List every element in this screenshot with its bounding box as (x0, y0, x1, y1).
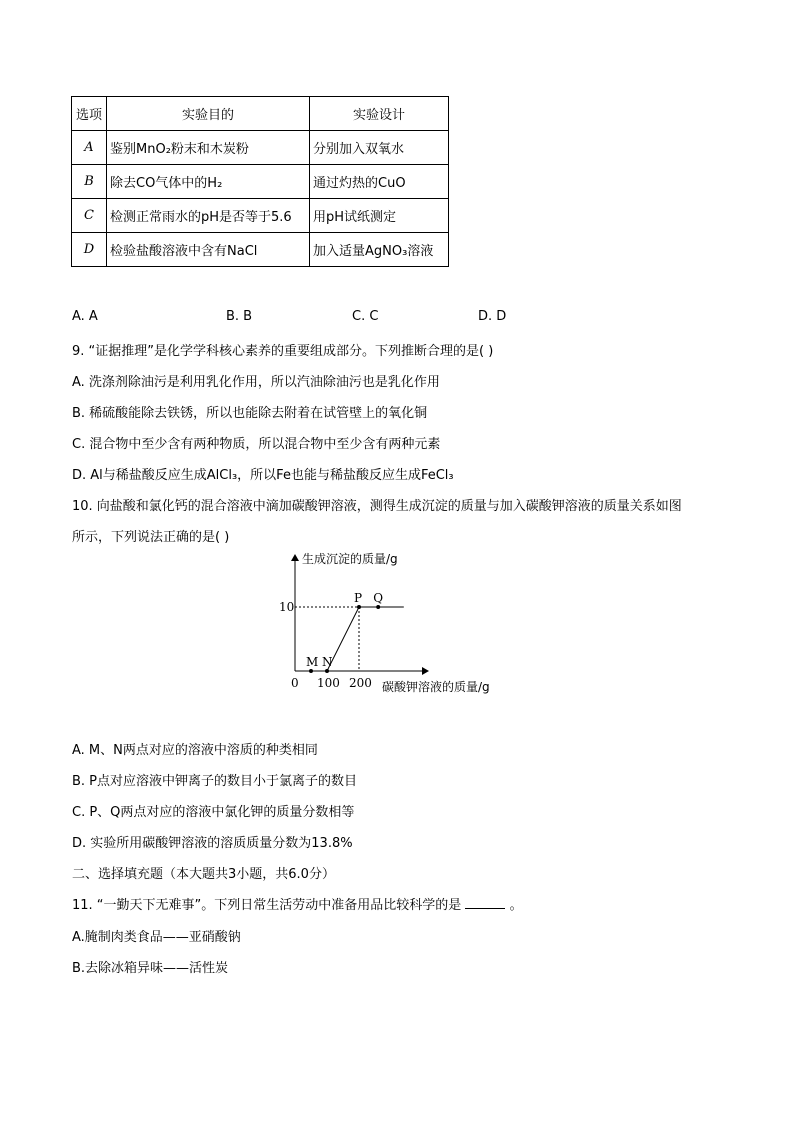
q9-stem: 9. “证据推理”是化学学科核心素养的重要组成部分。下列推断合理的是( ) (72, 344, 494, 359)
table-header-row (72, 97, 449, 131)
row-option: D (72, 233, 107, 267)
q8-option-d[interactable]: D. D (478, 309, 507, 324)
data-point-m (309, 669, 313, 673)
row-design: 通过灼热的CuO (310, 165, 449, 199)
q10-stem-line2: 所示，下列说法正确的是( ) (72, 530, 230, 545)
q10-option-a[interactable]: A. M、N两点对应的溶液中溶质的种类相同 (72, 743, 318, 758)
table-row (72, 199, 449, 233)
row-purpose: 检验盐酸溶液中含有NaCl (107, 233, 310, 267)
point-label-n: N (322, 655, 333, 669)
x-axis-label: 碳酸钾溶液的质量/g (382, 680, 490, 694)
row-purpose: 检测正常雨水的pH是否等于5.6 (107, 199, 310, 233)
table-row (72, 233, 449, 267)
q10-option-c[interactable]: C. P、Q两点对应的溶液中氯化钾的质量分数相等 (72, 805, 355, 820)
row-option: C (72, 199, 107, 233)
data-point-p (357, 605, 361, 609)
point-label-p: P (354, 591, 363, 605)
q11-stem-end: 。 (509, 898, 523, 913)
header-purpose: 实验目的 (107, 97, 310, 131)
q8-option-a[interactable]: A. A (72, 309, 98, 324)
q8-option-b[interactable]: B. B (226, 309, 253, 324)
q8-option-c[interactable]: C. C (352, 309, 379, 324)
q11-stem-text: 11. “一勤天下无难事”。下列日常生活劳动中准备用品比较科学的是 (72, 898, 462, 913)
table-row (72, 165, 449, 199)
q9-option-d[interactable]: D. Al与稀盐酸反应生成AlCl₃，所以Fe也能与稀盐酸反应生成FeCl₃ (72, 468, 454, 483)
data-point-n (325, 669, 329, 673)
row-design: 加入适量AgNO₃溶液 (310, 233, 449, 267)
header-design: 实验设计 (310, 97, 449, 131)
data-points (306, 591, 383, 673)
x-tick-label: 200 (349, 676, 372, 690)
table-row (72, 131, 449, 165)
q10-stem-line1: 10. 向盐酸和氯化钙的混合溶液中滴加碳酸钾溶液，测得生成沉淀的质量与加入碳酸钾溶液的质量关系如图 (72, 499, 682, 514)
q9-option-a[interactable]: A. 洗涤剂除油污是利用乳化作用，所以汽油除油污也是乳化作用 (72, 375, 440, 390)
row-option: B (72, 165, 107, 199)
section-heading: 二、选择填充题（本大题共3小题，共6.0分） (72, 867, 335, 882)
header-option: 选项 (72, 97, 107, 131)
row-design: 用pH试纸测定 (310, 199, 449, 233)
experiment-table (71, 96, 449, 267)
point-label-q: Q (373, 591, 384, 605)
y-axis-label: 生成沉淀的质量/g (302, 552, 398, 566)
precipitate-chart (270, 545, 530, 705)
answer-blank[interactable] (465, 894, 505, 909)
q11-option-b[interactable]: B.去除冰箱异味——活性炭 (72, 961, 229, 976)
q10-option-b[interactable]: B. P点对应溶液中钾离子的数目小于氯离子的数目 (72, 774, 358, 789)
data-point-q (376, 605, 380, 609)
row-purpose: 除去CO气体中的H₂ (107, 165, 310, 199)
row-design: 分别加入双氧水 (310, 131, 449, 165)
row-purpose: 鉴别MnO₂粉末和木炭粉 (107, 131, 310, 165)
row-option: A (72, 131, 107, 165)
x-tick-label: 0 (291, 676, 299, 690)
point-label-m: M (306, 655, 319, 669)
q9-option-b[interactable]: B. 稀硫酸能除去铁锈，所以也能除去附着在试管壁上的氧化铜 (72, 406, 428, 421)
q10-option-d[interactable]: D. 实验所用碳酸钾溶液的溶质质量分数为13.8% (72, 836, 353, 851)
y-tick-label: 10 (279, 600, 295, 614)
x-tick-label: 100 (317, 676, 340, 690)
q9-option-c[interactable]: C. 混合物中至少含有两种物质，所以混合物中至少含有两种元素 (72, 437, 441, 452)
q11-stem (72, 894, 523, 913)
q11-option-a[interactable]: A.腌制肉类食品——亚硝酸钠 (72, 930, 241, 945)
